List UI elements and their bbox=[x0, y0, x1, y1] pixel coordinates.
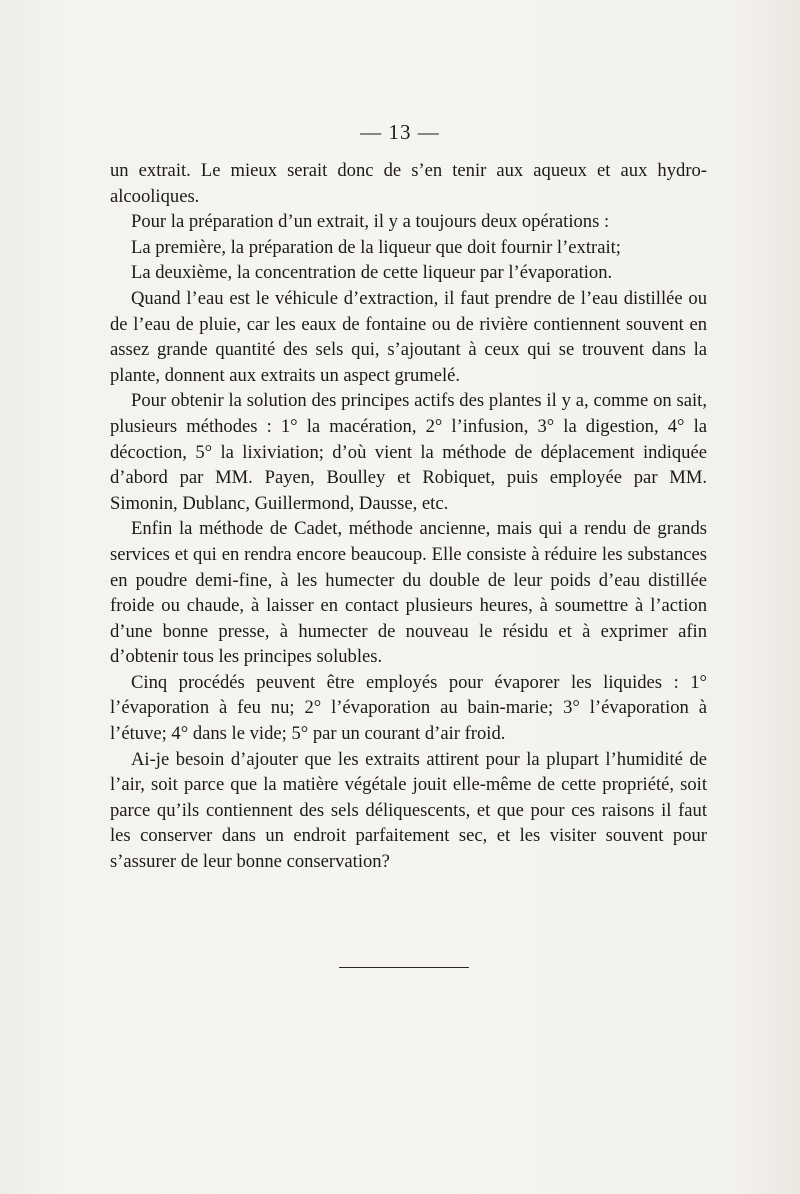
paragraph-4: La deuxième, la concentration de cette liqueur par l’évaporation. bbox=[131, 262, 613, 284]
section-separator-rule bbox=[339, 967, 469, 968]
paragraph-1: un extrait. Le mieux serait donc de s’en tenir aux aqueux et aux hydro-alcooliques. bbox=[110, 160, 707, 207]
body-text bbox=[110, 158, 707, 875]
paragraph-7: Enfin la méthode de Cadet, méthode ancienne, mais qui a rendu de grands services et qui en rendra encore beaucoup. Elle consiste à réduire les substances en poudre demi-fine, à les humecter du double de leur poids d’eau distillée froide ou chaude, à laisser en contact plusieurs heures, à soumettre à l’action d’une bonne presse, à humecter de nouveau le résidu et à exprimer afin d’obtenir tous les principes solubles. bbox=[110, 518, 707, 668]
paragraph-3: La première, la préparation de la liqueur que doit fournir l’extrait; bbox=[131, 236, 621, 258]
page-number: — 13 — bbox=[360, 120, 440, 144]
paragraph-8: Cinq procédés peuvent être employés pour évaporer les liquides : 1° l’évaporation à feu nu; 2° l’évaporation au bain-marie; 3° l’évaporation à l’étuve; 4° dans le vide; 5° par un courant d’air froid. bbox=[110, 671, 707, 745]
paragraph-6: Pour obtenir la solution des principes actifs des plantes il y a, comme on sait, plusieurs méthodes : 1° la macération, 2° l’infusion, 3° la digestion, 4° la décoction, 5° la lixiviation; d’où vient la méthode de déplacement indiquée d’abord par MM. Payen, Boulley et Robiquet, puis employée par MM. Simonin, Dublanc, Guillermond, Dausse, etc. bbox=[110, 390, 707, 514]
paragraph-2: Pour la préparation d’un extrait, il y a toujours deux opérations : bbox=[131, 211, 610, 233]
paragraph-5: Quand l’eau est le véhicule d’extraction, il faut prendre de l’eau distillée ou de l’eau de pluie, car les eaux de fontaine ou de rivière contiennent souvent en assez grande quantité des sels qui, s’ajoutant à ceux qui se trouvent dans la plante, donnent aux extraits un aspect grumelé. bbox=[110, 287, 707, 386]
paragraph-9: Ai-je besoin d’ajouter que les extraits attirent pour la plupart l’humidité de l’air, soit parce que la matière végétale jouit elle-même de cette propriété, soit parce qu’ils contiennent des sels déliquescents, et que pour ces raisons il faut les conserver dans un endroit parfaitement sec, et les visiter souvent pour s’assurer de leur bonne conservation? bbox=[110, 748, 707, 873]
